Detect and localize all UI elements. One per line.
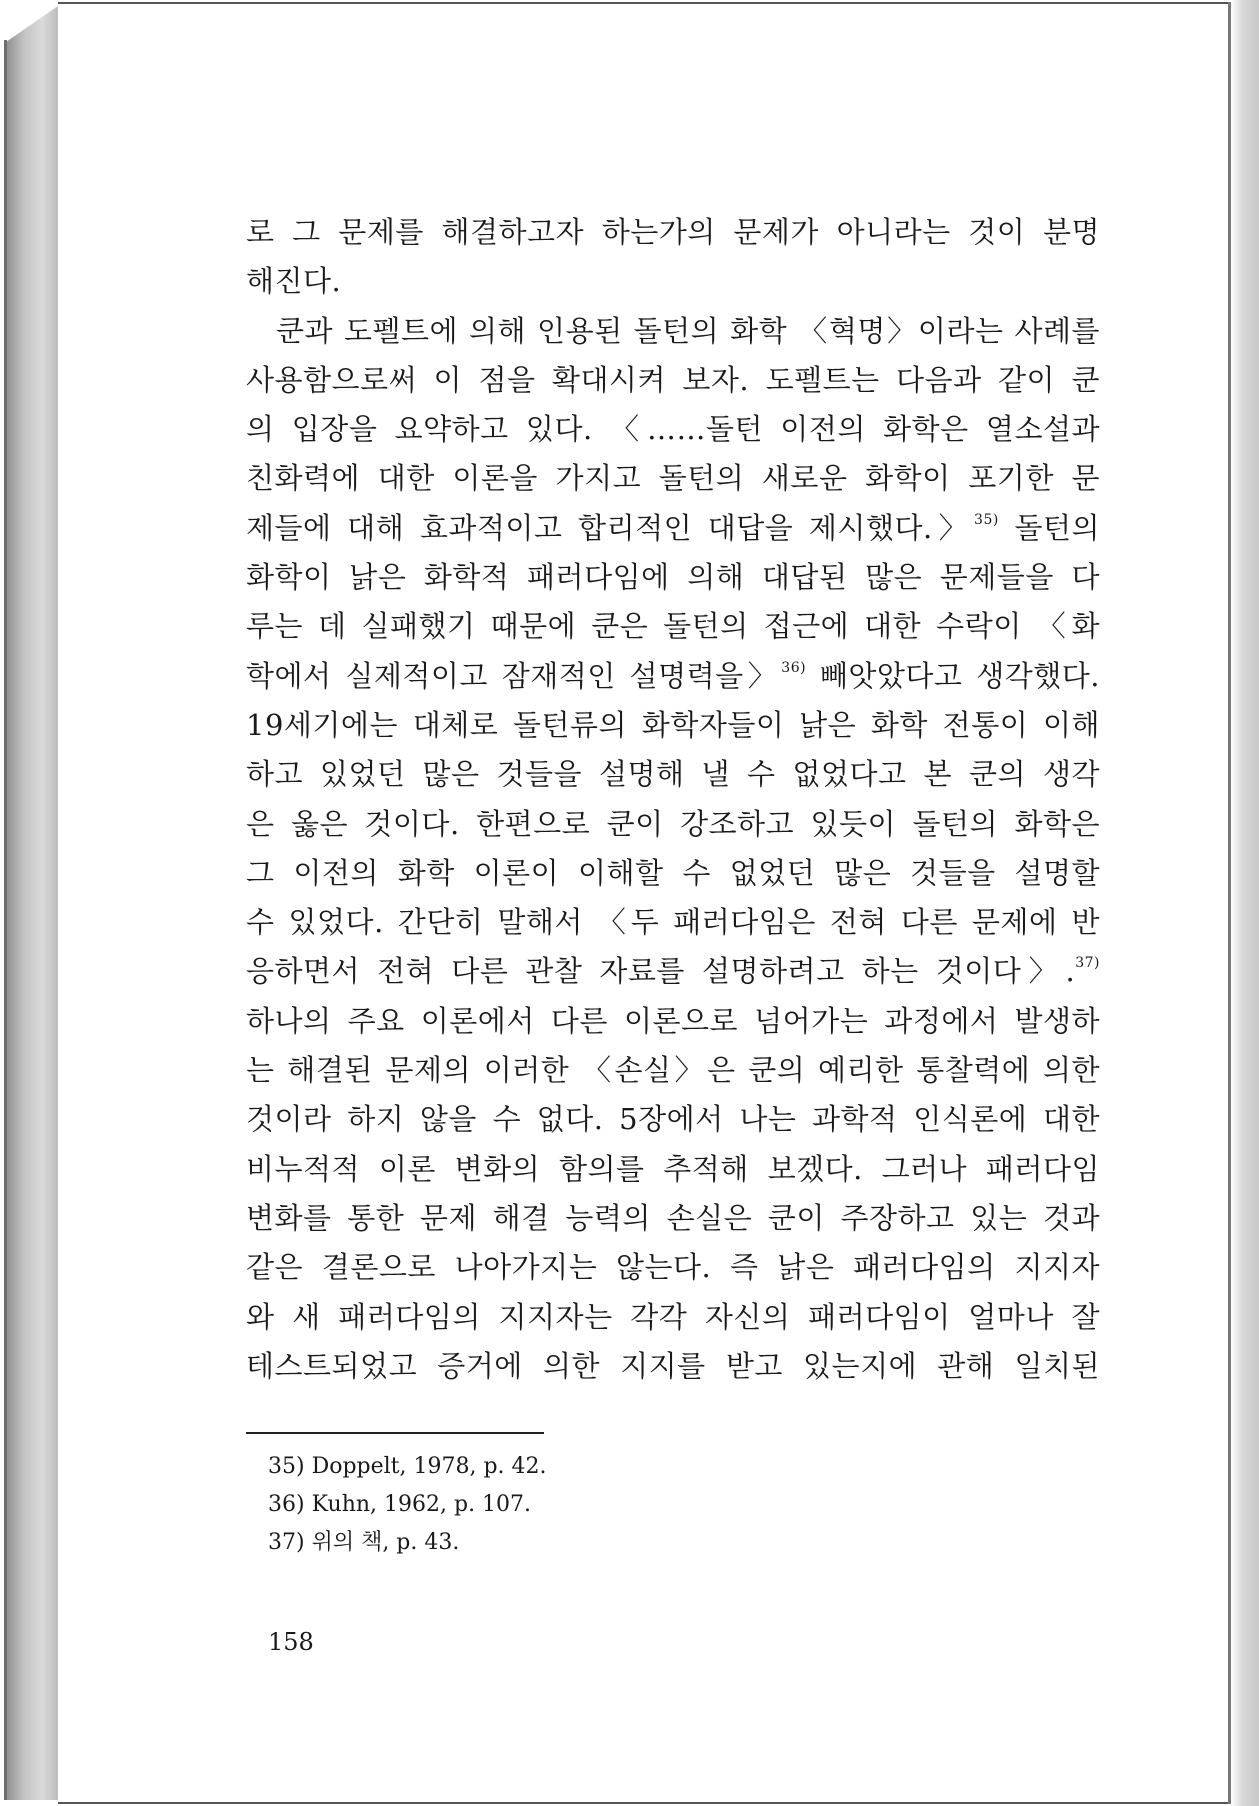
footnote-35: 35) Doppelt, 1978, p. 42. bbox=[268, 1454, 547, 1479]
text-line: 로 그 문제를 해결하고자 하는가의 문제가 아니라는 것이 분명 bbox=[246, 215, 1100, 249]
body-text bbox=[246, 208, 1100, 1391]
text-line: 화학이 낡은 화학적 패러다임에 의해 대답된 많은 문제들을 다 bbox=[246, 560, 1100, 595]
text-line: 해진다. bbox=[246, 264, 342, 299]
footnote-ref: 35) bbox=[974, 511, 999, 528]
text-line: 그 이전의 화학 이론이 이해할 수 없었던 많은 것들을 설명할 bbox=[246, 855, 1100, 890]
footnote-divider bbox=[246, 1432, 544, 1434]
footnote-ref: 37) bbox=[1075, 955, 1100, 972]
book-spine bbox=[6, 6, 58, 1800]
book-spine-edge bbox=[4, 40, 7, 1800]
text-line: 쿤과 도펠트에 의해 인용된 돌턴의 화학 〈혁명〉이라는 사례를 bbox=[276, 313, 1100, 348]
text-line: 와 새 패러다임의 지지자는 각각 자신의 패러다임이 얼마나 잘 bbox=[246, 1299, 1100, 1334]
footnotes bbox=[268, 1448, 547, 1562]
footnote-36: 36) Kuhn, 1962, p. 107. bbox=[268, 1492, 532, 1517]
text-line: 같은 결론으로 나아가지는 않는다. 즉 낡은 패러다임의 지지자 bbox=[246, 1250, 1100, 1285]
text-line: 루는 데 실패했기 때문에 쿤은 돌턴의 접근에 대한 수락이 〈화 bbox=[246, 609, 1100, 644]
text-line: 친화력에 대한 이론을 가지고 돌턴의 새로운 화학이 포기한 문 bbox=[246, 461, 1100, 496]
text-line: 비누적적 이론 변화의 함의를 추적해 보겠다. 그러나 패러다임 bbox=[246, 1151, 1100, 1186]
text-line: 테스트되었고 증거에 의한 지지를 받고 있는지에 관해 일치된 bbox=[246, 1348, 1100, 1383]
text-line: 제들에 대해 효과적이고 합리적인 대답을 제시했다.〉$^{35)}$ 돌턴의 bbox=[246, 510, 1100, 545]
text-line: 은 옳은 것이다. 한편으로 쿤이 강조하고 있듯이 돌턴의 화학은 bbox=[246, 806, 1100, 841]
text-line: 수 있었다. 간단히 말해서 〈두 패러다임은 전혀 다른 문제에 반 bbox=[246, 905, 1100, 940]
text-line: 는 해결된 문제의 이러한 〈손실〉은 쿤의 예리한 통찰력에 의한 bbox=[246, 1053, 1100, 1088]
page-shadow bbox=[1231, 0, 1259, 1806]
text-line: 변화를 통한 문제 해결 능력의 손실은 쿤이 주장하고 있는 것과 bbox=[246, 1200, 1100, 1235]
text-line: 것이라 하지 않을 수 없다. 5장에서 나는 과학적 인식론에 대한 bbox=[246, 1102, 1100, 1137]
footnote-37: 37) 위의 책, p. 43. bbox=[268, 1530, 460, 1555]
text-line: 19세기에는 대체로 돌턴류의 화학자들이 낡은 화학 전통이 이해 bbox=[246, 707, 1100, 742]
text-line: 의 입장을 요약하고 있다. 〈……돌턴 이전의 화학은 열소설과 bbox=[246, 412, 1100, 447]
page-number: 158 bbox=[268, 1628, 314, 1656]
text-line: 사용함으로써 이 점을 확대시켜 보자. 도펠트는 다음과 같이 쿤 bbox=[246, 362, 1100, 397]
text-line: 학에서 실제적이고 잠재적인 설명력을〉$^{36)}$ 빼앗았다고 생각했다. bbox=[246, 658, 1100, 693]
text-line: 하고 있었던 많은 것들을 설명해 낼 수 없었다고 본 쿤의 생각 bbox=[246, 757, 1100, 792]
text-line: 응하면서 전혀 다른 관찰 자료를 설명하려고 하는 것이다〉.$^{37)}$ bbox=[246, 954, 1100, 989]
text-line: 하나의 주요 이론에서 다른 이론으로 넘어가는 과정에서 발생하 bbox=[246, 1003, 1100, 1038]
footnote-ref: 36) bbox=[781, 659, 807, 676]
